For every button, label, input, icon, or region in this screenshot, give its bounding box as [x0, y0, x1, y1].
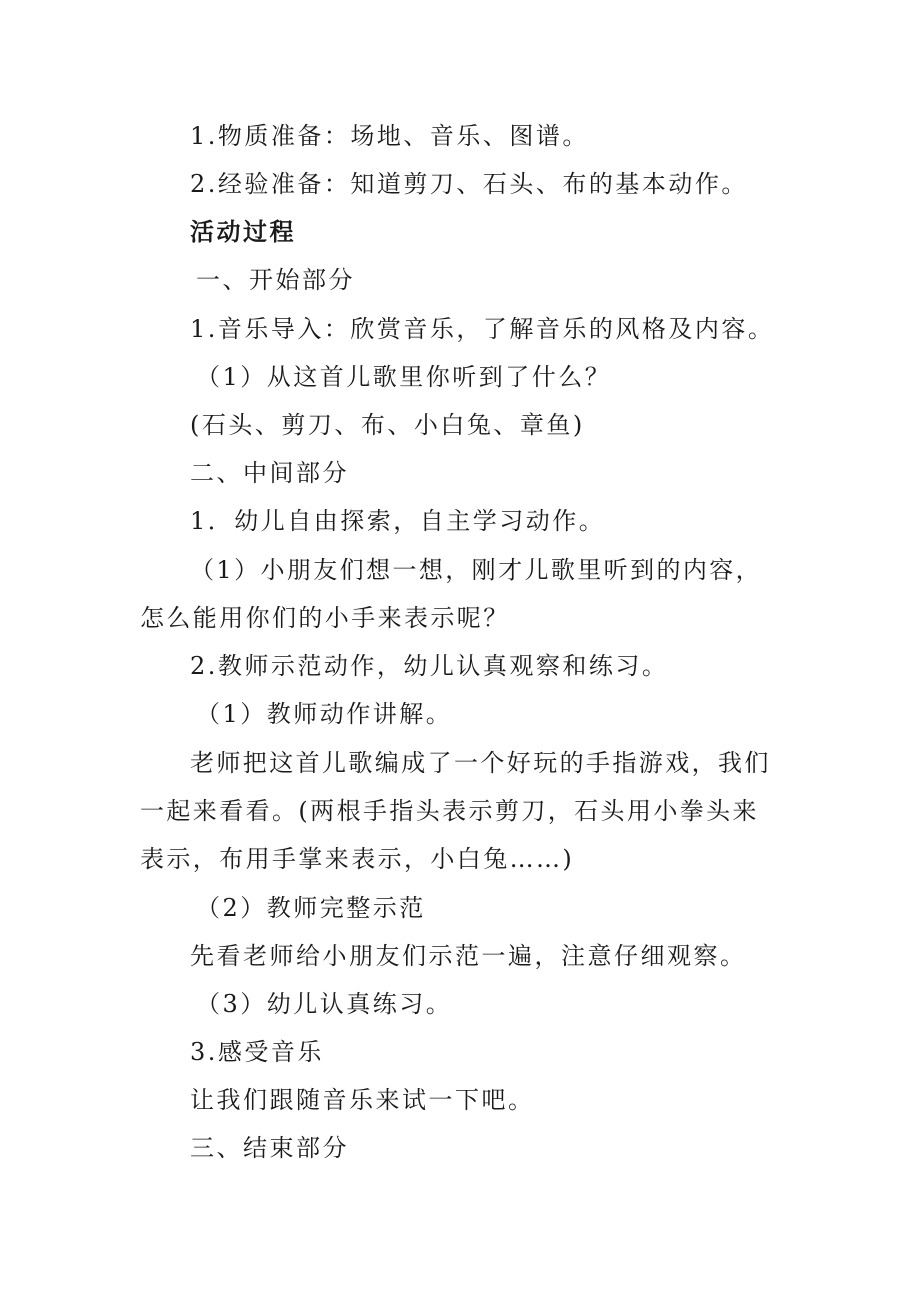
section-heading-middle: 二、中间部分	[190, 459, 349, 487]
paragraph-try-with-music: 让我们跟随音乐来试一下吧。	[190, 1086, 535, 1114]
section-heading-activity-process: 活动过程	[190, 217, 296, 246]
paragraph-teacher-full-demo: （2）教师完整示范	[196, 894, 426, 922]
section-heading-beginning: 一、开始部分	[196, 266, 355, 294]
paragraph-practice: （3）幼儿认真练习。	[196, 990, 453, 1018]
paragraph-teacher-demo: 2.教师示范动作，幼儿认真观察和练习。	[190, 652, 669, 680]
paragraph-feel-music: 3.感受音乐	[190, 1038, 324, 1066]
paragraph-free-explore: 1．幼儿自由探索，自主学习动作。	[190, 507, 606, 535]
paragraph-observe: 先看老师给小朋友们示范一遍，注意仔细观察。	[190, 942, 747, 970]
paragraph-material-prep: 1.物质准备：场地、音乐、图谱。	[190, 122, 589, 150]
paragraph-experience-prep: 2.经验准备：知道剪刀、石头、布的基本动作。	[190, 170, 748, 198]
paragraph-think-question: （1）小朋友们想一想，刚才儿歌里听到的内容，怎么能用你们的小手来表示呢？	[140, 556, 763, 632]
paragraph-answer-1: (石头、剪刀、布、小白兔、章鱼)	[190, 411, 585, 439]
paragraph-teacher-explain: （1）教师动作讲解。	[196, 700, 453, 728]
paragraph-question-1: （1）从这首儿歌里你听到了什么？	[196, 363, 612, 391]
section-heading-ending: 三、结束部分	[190, 1134, 349, 1162]
paragraph-finger-game: 老师把这首儿歌编成了一个好玩的手指游戏，我们一起来看看。(两根手指头表示剪刀，石头用小拳头来表示，布用手掌来表示，小白兔……)	[140, 749, 771, 873]
paragraph-music-intro: 1.音乐导入：欣赏音乐，了解音乐的风格及内容。	[190, 315, 775, 343]
